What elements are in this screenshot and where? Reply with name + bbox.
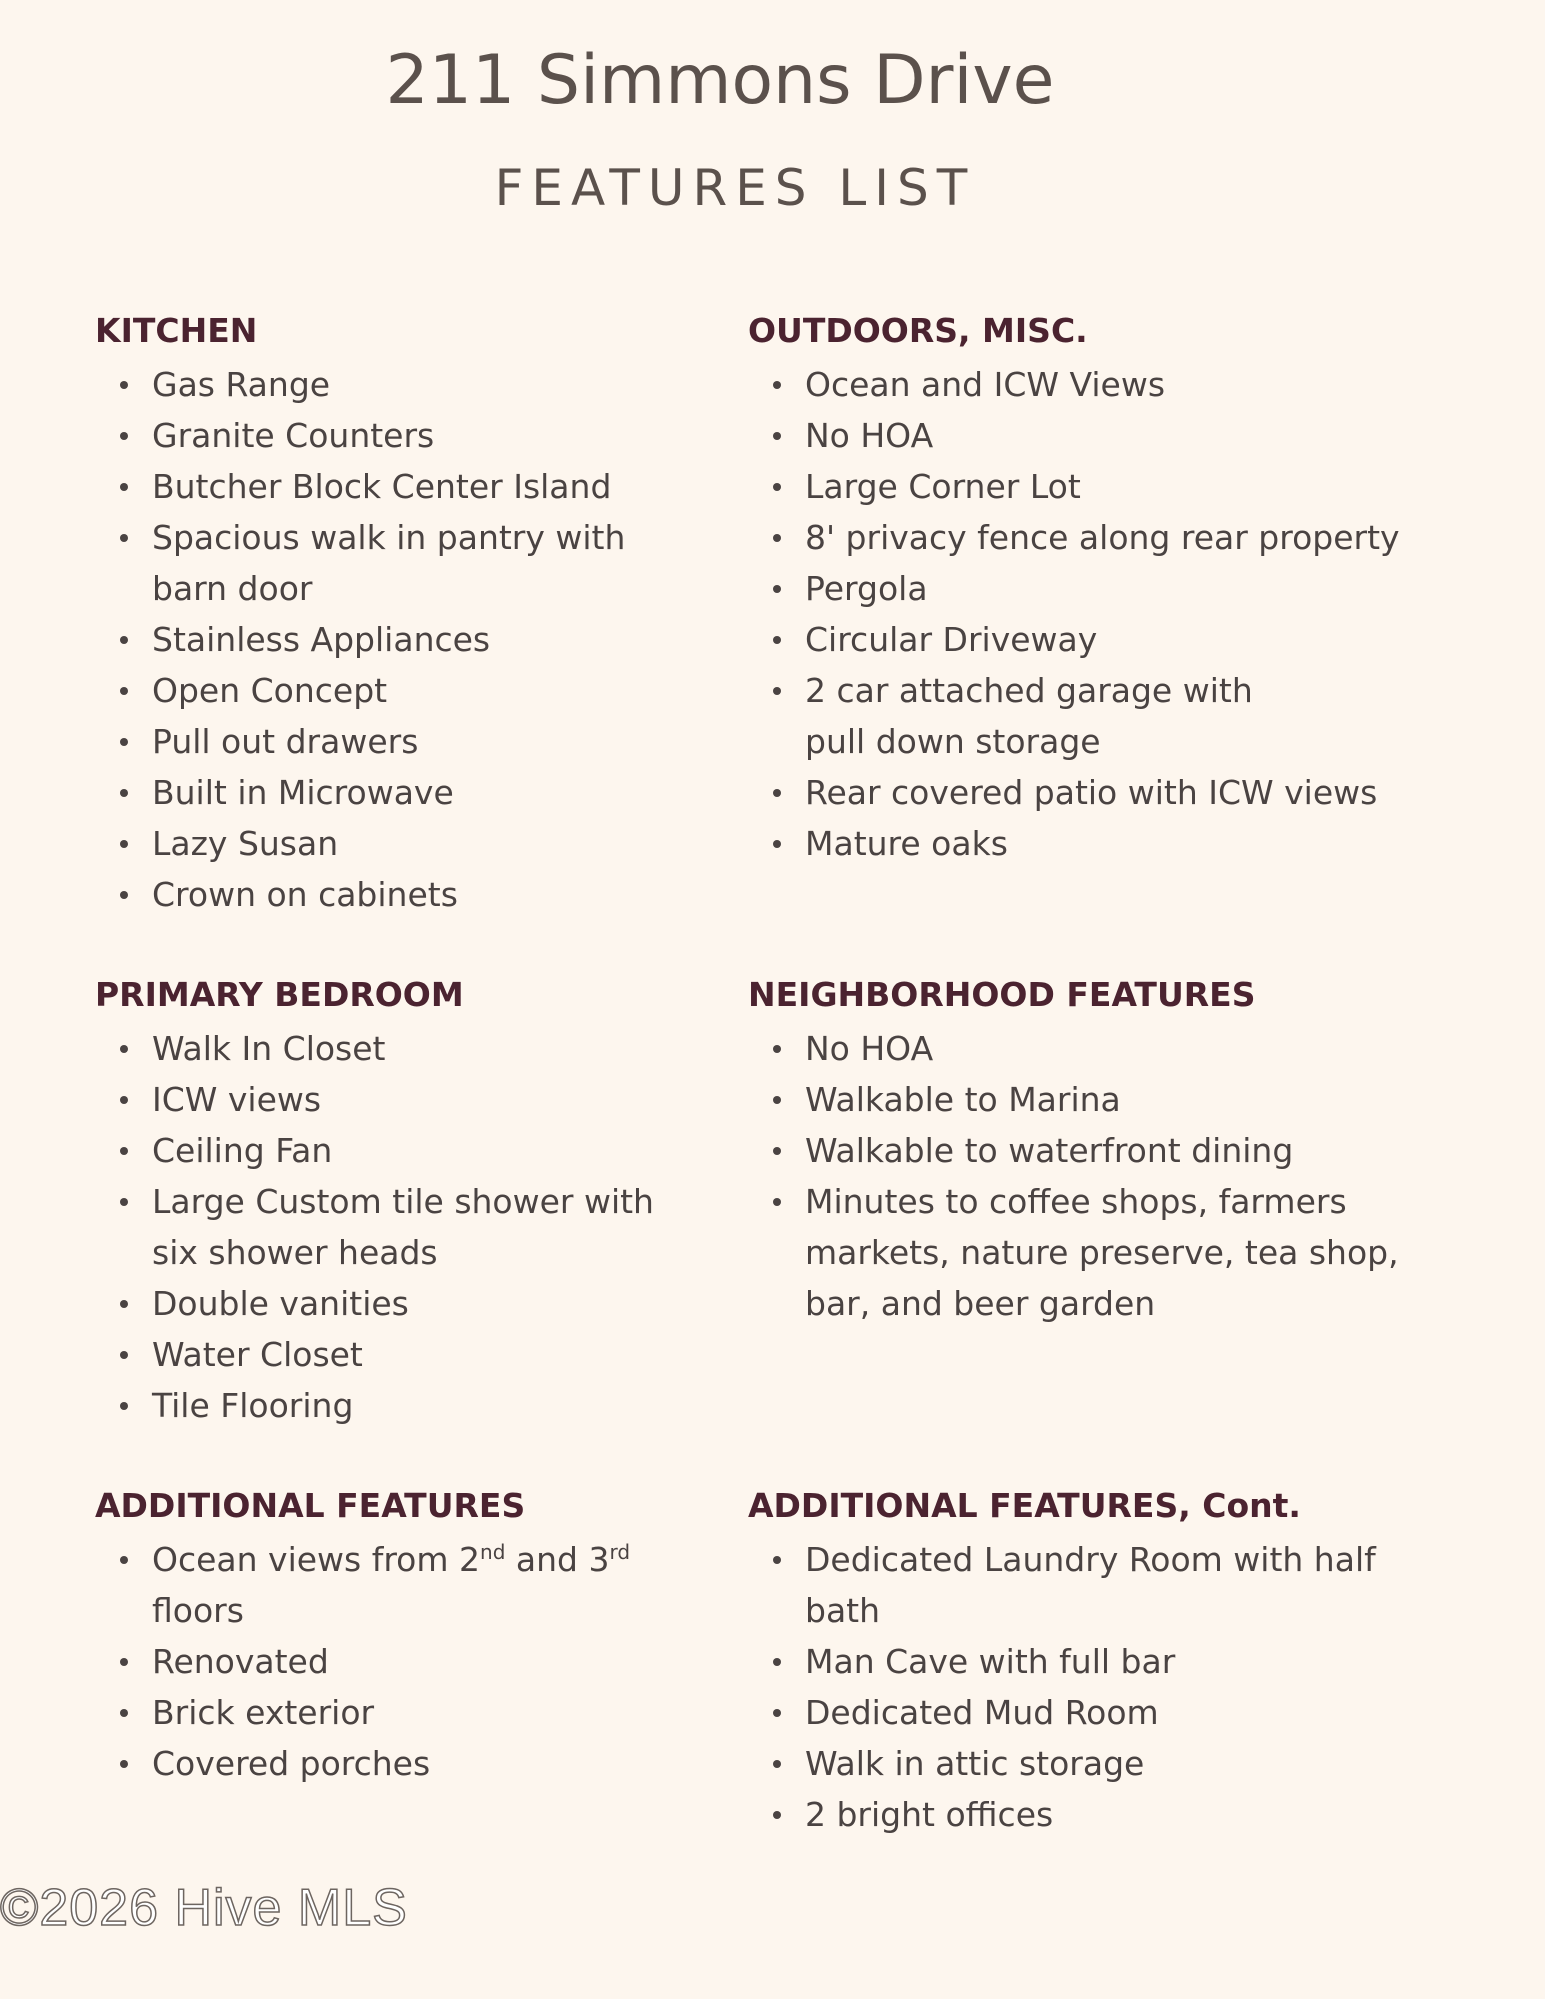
section-heading: KITCHEN [95, 311, 258, 350]
ordinal-suffix: nd [480, 1540, 506, 1565]
list-item: Man Cave with full bar [748, 1636, 1428, 1687]
section-heading: ADDITIONAL FEATURES, Cont. [748, 1486, 1301, 1525]
feature-list [95, 359, 695, 920]
list-item: Walk In Closet [95, 1023, 695, 1074]
section-heading: PRIMARY BEDROOM [95, 975, 464, 1014]
list-item: Pull out drawers [95, 716, 695, 767]
list-item: Gas Range [95, 359, 695, 410]
list-item: Dedicated Mud Room [748, 1687, 1428, 1738]
section-kitchen [95, 313, 695, 920]
list-item: Dedicated Laundry Room with half bath [748, 1534, 1428, 1636]
section-outdoors-misc [748, 313, 1428, 869]
feature-list [95, 1534, 695, 1789]
list-item: Built in Microwave [95, 767, 695, 818]
page-title: 211 Simmons Drive [385, 41, 1055, 120]
page-subtitle: FEATURES LIST [494, 159, 976, 217]
list-item: No HOA [748, 410, 1428, 461]
list-item: Walkable to Marina [748, 1074, 1428, 1125]
list-item: 2 car attached garage with pull down storage [748, 665, 1428, 767]
list-item: Crown on cabinets [95, 869, 695, 920]
list-item: 8' privacy fence along rear property [748, 512, 1428, 563]
list-item-text: Ocean views from 2 [152, 1540, 481, 1580]
list-item: No HOA [748, 1023, 1428, 1074]
list-item: Double vanities [95, 1278, 695, 1329]
section-heading: ADDITIONAL FEATURES [95, 1486, 526, 1525]
list-item: Granite Counters [95, 410, 695, 461]
list-item [95, 1534, 695, 1636]
list-item: Pergola [748, 563, 1428, 614]
list-item: Ceiling Fan [95, 1125, 695, 1176]
list-item: 2 bright offices [748, 1789, 1428, 1840]
list-item-text: floors [152, 1591, 244, 1631]
list-item: Brick exterior [95, 1687, 695, 1738]
list-item: Covered porches [95, 1738, 695, 1789]
list-item: Tile Flooring [95, 1380, 695, 1431]
ordinal-suffix: rd [609, 1540, 631, 1565]
list-item: Renovated [95, 1636, 695, 1687]
feature-list [748, 359, 1428, 869]
section-neighborhood-features [748, 977, 1428, 1329]
list-item: Walk in attic storage [748, 1738, 1428, 1789]
section-heading: NEIGHBORHOOD FEATURES [748, 975, 1256, 1014]
section-additional-features [95, 1488, 695, 1789]
list-item: Lazy Susan [95, 818, 695, 869]
copyright-watermark: ©2026 Hive MLS [0, 1879, 408, 1937]
list-item: Mature oaks [748, 818, 1428, 869]
list-item: ICW views [95, 1074, 695, 1125]
section-primary-bedroom [95, 977, 695, 1431]
feature-list [748, 1023, 1428, 1329]
list-item: Open Concept [95, 665, 695, 716]
section-additional-features-cont [748, 1488, 1428, 1840]
feature-list [748, 1534, 1428, 1840]
list-item: Rear covered patio with ICW views [748, 767, 1428, 818]
list-item-text: and 3 [505, 1540, 610, 1580]
list-item: Walkable to waterfront dining [748, 1125, 1428, 1176]
list-item: Large Custom tile shower with six shower heads [95, 1176, 695, 1278]
list-item: Minutes to coffee shops, farmers markets, nature preserve, tea shop, bar, and beer garden [748, 1176, 1428, 1329]
list-item: Butcher Block Center Island [95, 461, 695, 512]
list-item: Water Closet [95, 1329, 695, 1380]
feature-list [95, 1023, 695, 1431]
section-heading: OUTDOORS, MISC. [748, 311, 1088, 350]
list-item: Spacious walk in pantry with barn door [95, 512, 695, 614]
list-item: Large Corner Lot [748, 461, 1428, 512]
list-item: Stainless Appliances [95, 614, 695, 665]
list-item: Circular Driveway [748, 614, 1428, 665]
list-item: Ocean and ICW Views [748, 359, 1428, 410]
